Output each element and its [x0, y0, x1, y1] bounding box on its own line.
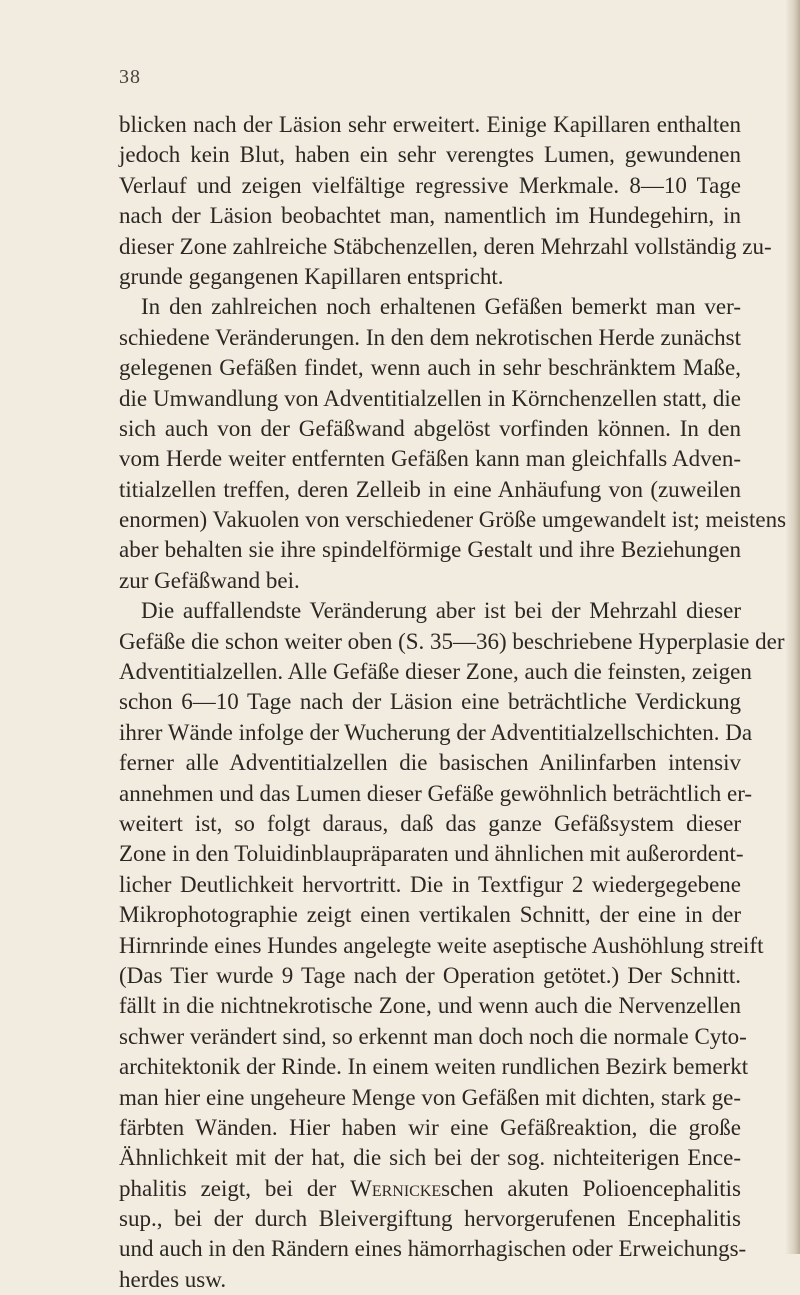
text-line: sup., bei der durch Bleivergiftung hervorgerufenen Encephalitis [119, 1206, 741, 1232]
text-fragment: schen akuten Polioencephalitis [441, 1175, 742, 1201]
text-line: färbten Wänden. Hier haben wir eine Gefäßreaktion, die große [119, 1114, 741, 1140]
text-line: schiedene Veränderungen. In den dem nekrotischen Herde zunächst [119, 324, 741, 350]
text-line: ferner alle Adventitialzellen die basischen Anilinfarben intensiv [119, 750, 741, 776]
text-line: Hirnrinde eines Hundes angelegte weite aseptische Aushöhlung streift [119, 932, 764, 958]
text-line: Die auffallendste Veränderung aber ist bei der Mehrzahl dieser [141, 598, 741, 624]
text-line: dieser Zone zahlreiche Stäbchenzellen, deren Mehrzahl vollständig zu- [119, 233, 772, 259]
text-line: Zone in den Toluidinblaupräparaten und ähnlichen mit außerordent- [119, 841, 744, 867]
text-line: schon 6—10 Tage nach der Läsion eine beträchtliche Verdickung [119, 689, 741, 715]
body-text [119, 110, 787, 1295]
text-line: jedoch kein Blut, haben ein sehr verengtes Lumen, gewundenen [119, 142, 741, 168]
text-line: aber behalten sie ihre spindelförmige Gestalt und ihre Beziehungen [119, 537, 741, 563]
text-line: grunde gegangenen Kapillaren entspricht. [119, 263, 504, 289]
text-line: licher Deutlichkeit hervortritt. Die in Textfigur 2 wiedergegebene [119, 871, 741, 897]
text-line: annehmen und das Lumen dieser Gefäße gewöhnlich beträchtlich er- [119, 780, 753, 806]
text-line: sich auch von der Gefäßwand abgelöst vorfinden können. In den [119, 415, 741, 441]
text-line: zur Gefäßwand bei. [119, 567, 300, 593]
page-edge-shadow [786, 0, 800, 1254]
text-line: vom Herde weiter entfernten Gefäßen kann man gleichfalls Adven- [119, 446, 741, 472]
text-line-with-author-name [119, 1174, 741, 1204]
author-name-small-caps: Wernicke [350, 1175, 442, 1201]
text-line: und auch in den Rändern eines hämorrhagischen oder Erweichungs- [119, 1236, 747, 1262]
text-line: blicken nach der Läsion sehr erweitert. Einige Kapillaren enthalten [119, 112, 741, 137]
text-line: Verlauf und zeigen vielfältige regressive Merkmale. 8—10 Tage [119, 172, 741, 198]
page-number: 38 [119, 66, 141, 88]
text-line: titialzellen treffen, deren Zelleib in eine Anhäufung von (zuweilen [119, 476, 741, 502]
text-line: die Umwandlung von Adventitialzellen in Körnchenzellen statt, die [119, 385, 741, 411]
text-line: ihrer Wände infolge der Wucherung der Adventitialzellschichten. Da [119, 719, 753, 745]
text-line: In den zahlreichen noch erhaltenen Gefäßen bemerkt man ver- [141, 294, 741, 320]
text-fragment: phalitis zeigt, bei der [119, 1175, 351, 1201]
text-line: gelegenen Gefäßen findet, wenn auch in sehr beschränktem Maße, [119, 355, 741, 381]
text-line: man hier eine ungeheure Menge von Gefäßen mit dichten, stark ge- [119, 1084, 741, 1110]
text-line: Mikrophotographie zeigt einen vertikalen Schnitt, der eine in der [119, 902, 741, 928]
text-line: Adventitialzellen. Alle Gefäße dieser Zone, auch die feinsten, zeigen [119, 659, 752, 685]
text-line: enormen) Vakuolen von verschiedener Größe umgewandelt ist; meistens [119, 507, 787, 533]
text-line: fällt in die nichtnekrotische Zone, und wenn auch die Nervenzellen [119, 993, 741, 1019]
text-line: Ähnlichkeit mit der hat, die sich bei der sog. nichteiterigen Ence- [119, 1145, 741, 1171]
text-line: Gefäße die schon weiter oben (S. 35—36) beschriebene Hyperplasie der [119, 628, 785, 654]
text-line: weitert ist, so folgt daraus, daß das ganze Gefäßsystem dieser [119, 810, 741, 836]
text-line: nach der Läsion beobachtet man, namentlich im Hundegehirn, in [119, 203, 741, 229]
text-line: herdes usw. [119, 1266, 227, 1292]
text-line: (Das Tier wurde 9 Tage nach der Operation getötet.) Der Schnitt. [119, 962, 741, 988]
text-line: architektonik der Rinde. In einem weiten rundlichen Bezirk bemerkt [119, 1054, 749, 1080]
text-line: schwer verändert sind, so erkennt man doch noch die normale Cyto- [119, 1023, 747, 1049]
